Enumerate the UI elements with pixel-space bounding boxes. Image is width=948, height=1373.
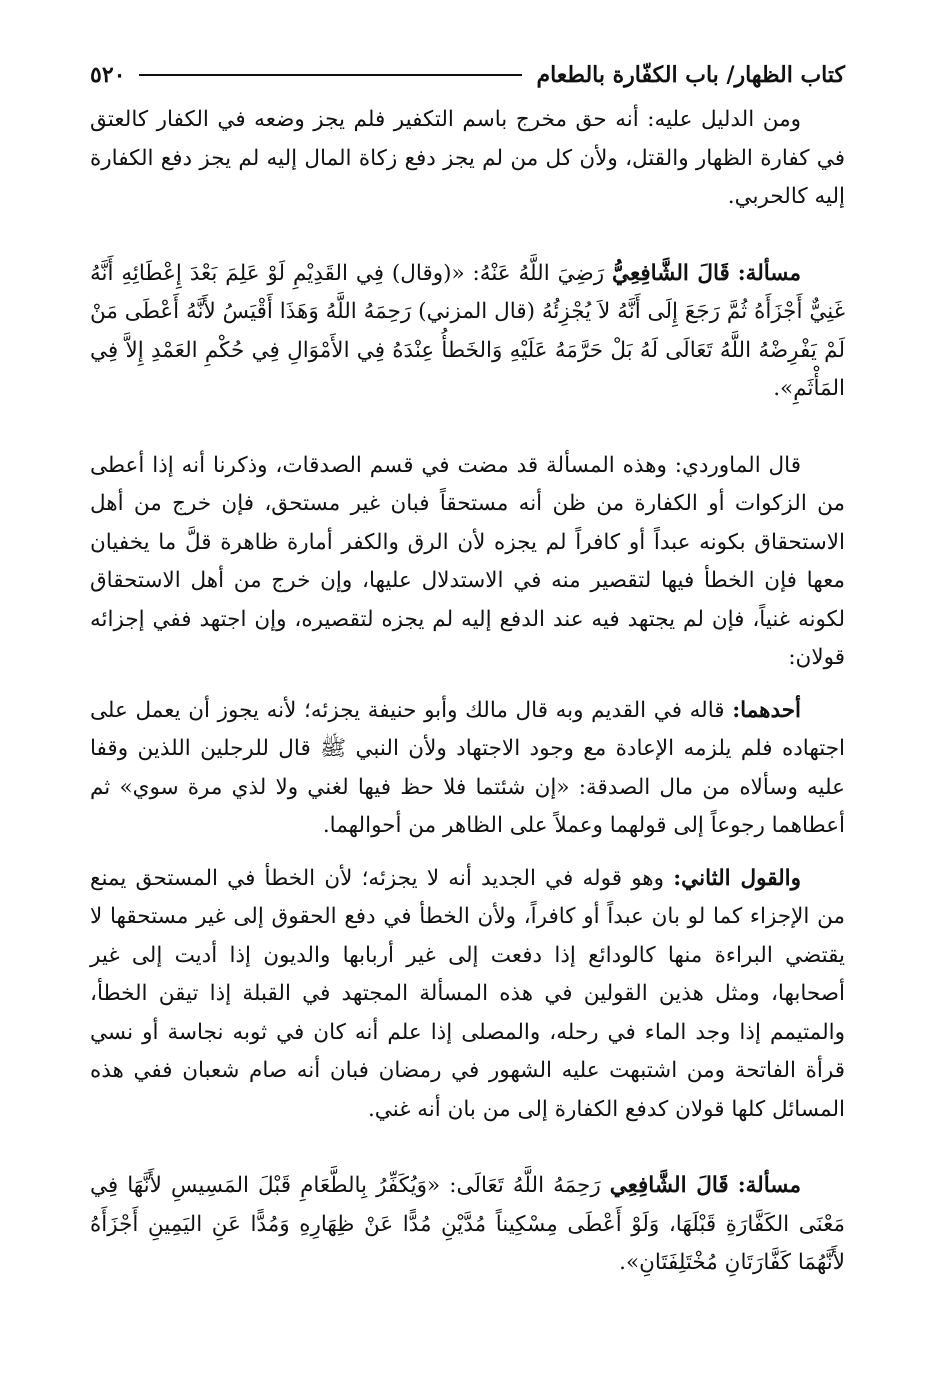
paragraph-text: قال الماوردي: وهذه المسألة قد مضت في قسم الصدقات، وذكرنا أنه إذا أعطى من الزكوات أو الكفارة من ظن أنه مستحقاً فبان غير مستحق، فإن خرج من أهل الاستحقاق بكونه عبداً أو كافراً لم يجزه لأن الرق والكفر أمارة ظاهرة قلَّ ما يخفيان معها فإن الخطأ فيها لتقصير منه في الاستدلال عليها، وإن خرج من أهل الاستحقاق لكونه غنياً، فإن لم يجتهد فيه عند الدفع إليه لم يجزه لتقصيره، وإن اجتهد ففي إجزائه قولان: xyxy=(90,452,845,670)
opinion-label: والقول الثاني: xyxy=(673,865,801,891)
header-rule xyxy=(139,74,522,76)
opinion-label: أحدهما: xyxy=(732,697,802,723)
paragraph-first-opinion xyxy=(90,692,845,846)
document-page xyxy=(90,55,845,1283)
chapter-title: كتاب الظهار/ باب الكفّارة بالطعام xyxy=(536,62,845,88)
running-header xyxy=(90,55,845,95)
opinion-text: قاله في القديم وبه قال مالك وأبو حنيفة يجزئه؛ لأنه يجوز أن يعمل على اجتهاده فلم يلزمه الإعادة مع وجود الاجتهاد ولأن النبي ﷺ قال للرجلين اللذين وقفا عليه وسألاه من مال الصدقة: «إن شئتما فلا حظ فيها لغني ولا لذي مرة سوي» ثم أعطاهما رجوعاً إلى قولهما وعملاً على الظاهر من أحوالهما. xyxy=(90,697,845,838)
opinion-text: وهو قوله في الجديد أنه لا يجزئه؛ لأن الخطأ في المستحق يمنع من الإجزاء كما لو بان عبداً أو كافراً، ولأن الخطأ في دفع الحقوق إلى غير مستحقها لا يقتضي البراءة منها كالودائع إذا دفعت إلى غير أربابها والديون إذا أديت إلى غير أصحابها، ومثل هذين القولين في هذه المسألة المجتهد في القبلة إذا تيقن الخطأ، والمتيمم إذا وجد الماء في رحله، والمصلى إذا علم أنه كان في ثوبه نجاسة أو نسي قرأة الفاتحة ومن اشتبهت عليه الشهور في رمضان فبان أنه صام شعبان ففي هذه المسائل كلها قولان كدفع الكفارة إلى من بان أنه غني. xyxy=(90,865,845,1122)
paragraph-second-opinion xyxy=(90,860,845,1130)
masala-label: مسألة: xyxy=(737,1173,801,1198)
paragraph-mawardi xyxy=(90,447,845,678)
shafii-attribution: قَالَ الشَّافِعِيُّ xyxy=(612,260,730,286)
shafii-attribution: قَالَ الشَّافِعِي xyxy=(609,1173,729,1198)
masala-label: مسألة: xyxy=(737,260,801,286)
paragraph-evidence xyxy=(90,101,845,217)
masala-text: رَضِيَ اللَّهُ عَنْهُ: «(وقال) فِي القَدِيْمِ لَوْ عَلِمَ بَعْدَ إِعْطَائِهِ أَنَّهُ غَنِيٌّ أَجْزَأَهُ ثُمَّ رَجَعَ إِلَى أَنَّهُ لاَ يُجْزِئُهُ (قال المزني) رَحِمَهُ اللَّهُ وَهَذَا أَقْيَسُ لأَنَّهُ أَعْطَى مَنْ لَمْ يَفْرِضْهُ اللَّهُ تَعَالَى لَهُ بَلْ حَرَّمَهُ عَلَيْهِ وَالخَطأُ عِنْدَهُ فِي الأَمْوَالِ فِي حُكْمِ العَمْدِ إِلاَّ فِي المَأْثَمِ». xyxy=(90,260,845,401)
paragraph-masala-1 xyxy=(90,255,845,409)
masala-text: رَحِمَهُ اللَّهُ تَعَالَى: «وَيُكَفِّرُ بِالطَّعَامِ قَبْلَ المَسِيسِ لأَنَّهَا فِي مَعْنَى الكَفَّارَةِ قَبْلَهَا، وَلَوْ أَعْطَى مِسْكِيناً مُدَّيْنِ مُدًّا عَنْ ظِهَارِهِ وَمُدًّا عَنِ اليَمِينِ أَجْزَأَهُ لأَنَّهُمَا كَفَّارَتَانِ مُخْتَلِفَتَانِ». xyxy=(90,1173,845,1275)
paragraph-text: ومن الدليل عليه: أنه حق مخرج باسم التكفير فلم يجز وضعه في الكفار كالعتق في كفارة الظهار والقتل، ولأن كل من لم يجز دفع زكاة المال إليه لم يجز دفع الكفارة إليه كالحربي. xyxy=(90,107,845,209)
page-number: ٥٢٠ xyxy=(90,62,126,88)
paragraph-masala-2 xyxy=(90,1167,845,1283)
